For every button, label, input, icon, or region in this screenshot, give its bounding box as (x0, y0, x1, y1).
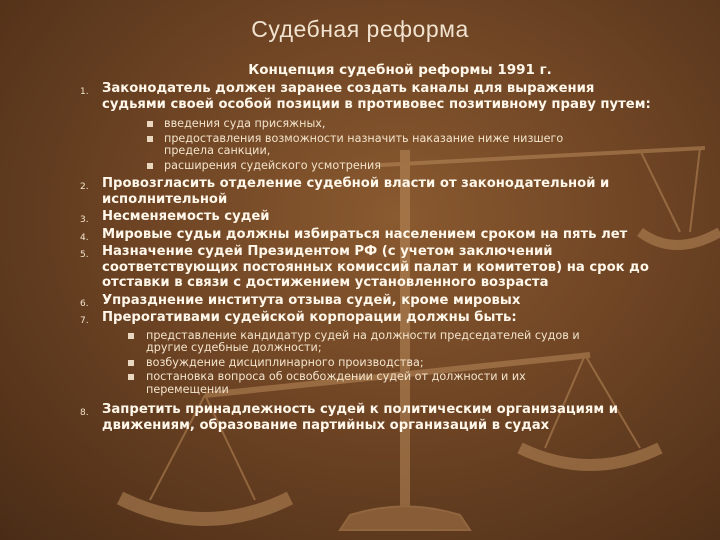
item-line: движениям, образование партийных организаций в судах (102, 417, 550, 433)
item-text (102, 244, 712, 291)
item-text (102, 209, 712, 225)
item-line: Назначение судей Президентом РФ (с учетом заключений (102, 244, 553, 259)
item-number: 6. (80, 298, 89, 309)
item-line: исполнительной (102, 191, 228, 207)
item-number: 4. (80, 232, 89, 243)
item-number: 7. (80, 316, 89, 326)
item-text (102, 81, 712, 112)
item-number: 1. (80, 87, 89, 97)
item-number: 2. (80, 182, 89, 192)
square-bullet-icon (128, 333, 134, 339)
item-line: отставки в связи с достижением установленного возраста (102, 275, 549, 290)
sub-item-line: предела санкции, (164, 144, 271, 157)
item-line: Запретить принадлежность судей к политическим организациям и (102, 402, 618, 417)
slide-title: Судебная реформа (251, 16, 469, 42)
item-number: 3. (80, 215, 89, 225)
sub-item-line: представление кандидатур судей на должности председателей судов и (146, 328, 580, 342)
item-text (102, 176, 712, 207)
sub-item-line: введения суда присяжных, (164, 117, 326, 130)
item-text (102, 227, 712, 243)
item-text (102, 402, 712, 433)
item-line: Упразднение института отзыва судей, кроме мировых (102, 292, 521, 308)
item-line: Прерогативами судейской корпорации должны быть: (102, 310, 517, 325)
sub-item-text (164, 118, 704, 131)
square-bullet-icon (147, 136, 153, 142)
sub-item-text (146, 371, 686, 396)
item-number: 8. (80, 408, 89, 418)
sub-item-text (146, 330, 686, 355)
item-number: 5. (80, 250, 89, 260)
sub-item-text (164, 160, 704, 173)
sub-item-text (164, 133, 704, 158)
square-bullet-icon (147, 121, 153, 127)
item-text (102, 310, 712, 326)
item-line: Законодатель должен заранее создать каналы для выражения (102, 81, 595, 96)
item-line: Мировые судьи должны избираться населением сроком на пять лет (102, 226, 628, 242)
sub-item-line: другие судебные должности; (146, 341, 322, 354)
sub-item-line: расширения судейского усмотрения (164, 158, 382, 172)
sub-item-line: постановка вопроса об освобождении судей от должности и их (146, 370, 526, 383)
square-bullet-icon (128, 360, 134, 366)
square-bullet-icon (147, 163, 153, 169)
sub-item-line: возбуждение дисциплинарного производства; (146, 355, 424, 369)
item-text (102, 293, 712, 309)
subtitle-line: Концепция судебной реформы 1991 г. (248, 62, 552, 78)
sub-item-line: перемещении (146, 382, 229, 396)
item-line: Провозгласить отделение судебной власти от законодательной и (102, 176, 610, 191)
item-line: соответствующих постоянных комиссий палат и комитетов) на срок до (102, 259, 649, 275)
item-line: Несменяемость судей (102, 209, 270, 224)
item-line: судьями своей особой позиции в противовес позитивному праву путем: (102, 96, 651, 112)
sub-item-text (146, 357, 686, 370)
square-bullet-icon (128, 374, 134, 380)
sub-item-line: предоставления возможности назначить наказание ниже низшего (164, 131, 564, 145)
